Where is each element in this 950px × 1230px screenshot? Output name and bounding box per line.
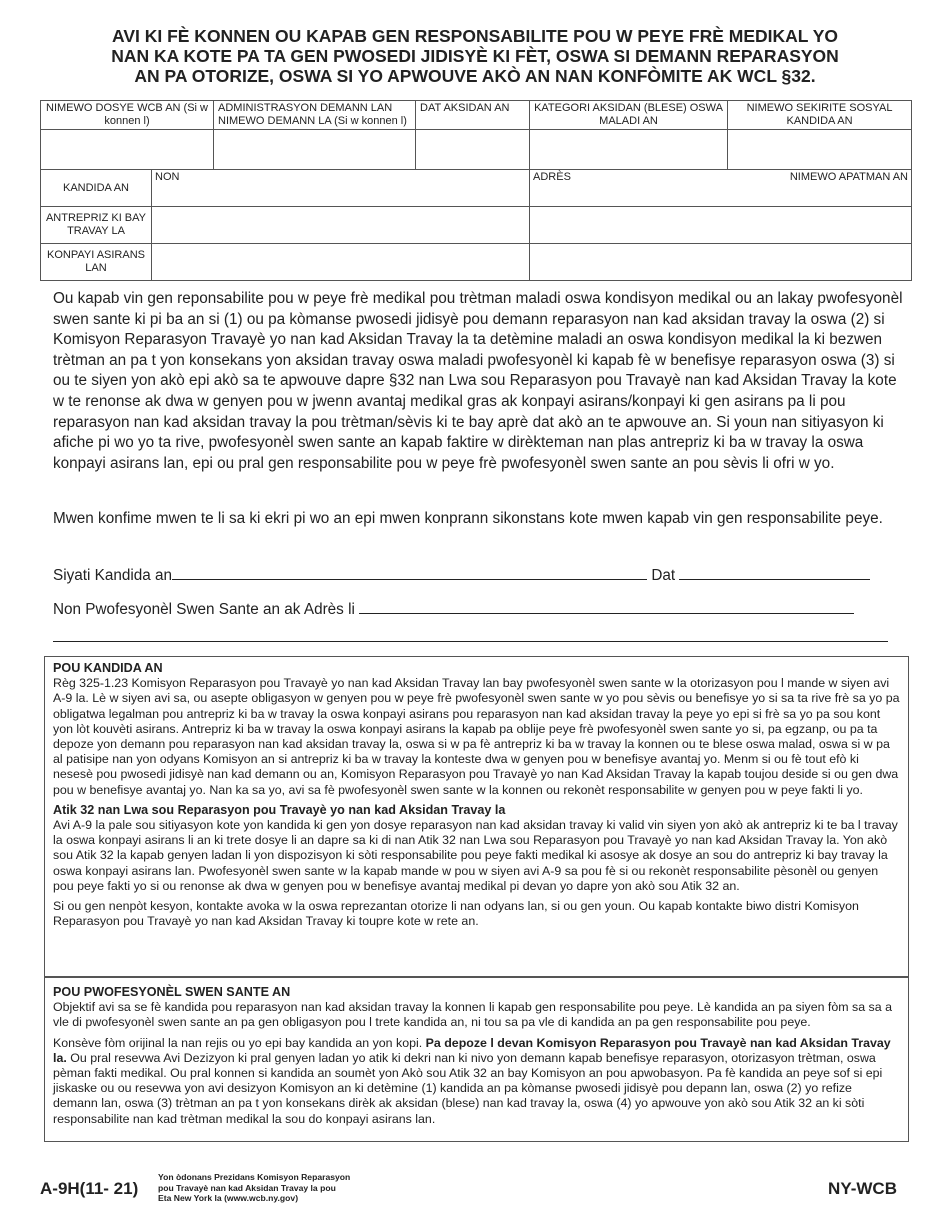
provider-paragraph-2 xyxy=(53,1036,900,1127)
signature-field[interactable] xyxy=(172,563,647,580)
title-line-2: NAN KA KOTE PA TA GEN PWOSEDI JIDISYÈ KI FÈT, OSWA SI DEMANN REPARASYON xyxy=(111,46,839,66)
employer-address-field[interactable] xyxy=(530,207,912,244)
claimant-info-box xyxy=(44,656,909,978)
provider-label: Non Pwofesyonèl Swen Sante an ak Adrès li xyxy=(53,601,355,618)
header-ssn: NIMEWO SEKIRITE SOSYAL KANDIDA AN xyxy=(728,101,912,130)
claimant-label: KANDIDA AN xyxy=(41,170,152,207)
form-title xyxy=(40,26,910,86)
issuer-line-3: Eta New York la (www.wcb.ny.gov) xyxy=(158,1193,299,1203)
carrier-address-field[interactable] xyxy=(530,244,912,281)
carrier-name-field[interactable] xyxy=(152,244,530,281)
provider-info-box xyxy=(44,976,909,1142)
header-wcb-case-number: NIMEWO DOSYE WCB AN (Si w konnen l) xyxy=(41,101,214,130)
claimant-paragraph-3: Si ou gen nenpòt kesyon, kontakte avoka w la oswa reprezantan otorize li nan odyans lan, si ou gen youn. Ou kapab kontakte biwo distri Komisyon Reparasyon pou Travayè yo nan kad Aksidan Travay ki toupre kote w rete an. xyxy=(53,899,859,929)
date-label: Dat xyxy=(651,567,676,584)
issuer-text xyxy=(158,1172,350,1204)
employer-name-field[interactable] xyxy=(152,207,530,244)
provider-paragraph-1: Objektif avi sa se fè kandida pou reparasyon nan kad aksidan travay la konnen li kapab gen responsabilite pou peye. Lè kandida an pa siyen fòm sa sa a vle di pwofesyonèl swen sante an pa gen obligasyon pou l trete kandida an, ni tou sa pa vle di kandida an pa gen responsabilite pou peye. xyxy=(53,1000,892,1030)
agency-mark: NY-WCB xyxy=(828,1179,897,1198)
date-field[interactable] xyxy=(679,563,870,580)
wcb-case-number-field[interactable] xyxy=(41,130,214,170)
claimant-address-field[interactable] xyxy=(530,170,912,207)
date-of-accident-field[interactable] xyxy=(416,130,530,170)
provider-p2-text-rest: Ou pral resevwa Avi Dezizyon ki pral genyen ladan yo atik ki dekri nan ki nivo yon demann kapab benefisye reparasyon, otorizasyon trètman, oswa pèman fakti medikal. Ou pral konnen si kandida an soumèt yon Akò sou Atik 32 an bay Komisyon an pou apwobasyon. Pa fè kandida an peye sof si epi jiskaske ou ou resevwa yon avi desizyon Komisyon an ki detèmine (1) kandida an pa kòmanse pwosedi jidisyè pou depann lan, oswa (2) yo refize demann lan, oswa (3) trètman an pa t yon konsekans dirèk ak aksidan (blese) nan kad travay la, oswa (4) yo apwouve yon akò sou Atik 32 an ki sòti responsabilite nan kad trètman medikal la sou do konpayi asirans lan. xyxy=(53,1050,883,1126)
claimant-paragraph-1: Règ 325-1.23 Komisyon Reparasyon pou Travayè yo nan kad Aksidan Travay lan bay pwofesyonèl swen sante w la otorizasyon pou l mande w siyen avi A-9 la. Lè w siyen avi sa, ou asepte obligasyon w genyen pou w peye frè pwofesyonèl swen sante w yo pou sèvis ou benefisye yo si sa ta rive frè sa yo pa obligatwa legalman pou antrepriz ki ba w travay la oswa konpayi asirans pou reparasyon nan kad aksidan travay la peye yo epi si frè sa yo pa sou kont yon lòt kouvèti asirans. Antrepriz ki ba w travay la oswa konpayi asirans la kapab pa oblije peye frè pwofesyonèl swen sante yo si, pa egzanp, ou pa ta depoze yon demann pou reparasyon nan kad aksidan travay la, oswa si w pa fè antrepriz ki ba w travay la konnen ou te blese oswa malad, oswa si w pa al patisipe nan yon odyans Komisyon an si antrepriz ki ba w travay la konteste dwa w genyen pou w benefisye avantaj yo. Menm si ou fè tout efò ki nesesè pou pwosedi jidisyè nan kad demann ou an, Komisyon Reparasyon pou Travayè yo nan Kad Aksidan Travay la kapab toujou deside si ou gen dwa pou w benefisye avantaj yo. Nan ka sa yo, avi sa fè pwofesyonèl swen sante w la konnen ou rekonèt responsabilite w genyen pou w peye fakti li yo. xyxy=(53,676,900,797)
claimant-name-field[interactable] xyxy=(152,170,530,207)
liability-paragraph: Ou kapab vin gen reponsabilite pou w peye frè medikal pou trètman maladi oswa kondisyon medikal ou an lakay pwofesyonèl swen sante ki pi ba an si (1) ou pa kòmanse pwosedi jidisyè pou demann reparasyon nan kad aksidan travay la oswa (2) si Komisyon Reparasyon Travayè yo nan kad Aksidan Travay la ta detèmine maladi an oswa kondisyon medikal la ki bezwen trètman an pa t yon konsekans yon aksidan travay oswa maladi pwofesyonèl ki kapab fè w benefisye reparasyon oswa (3) si ou te siyen yon akò epi akò sa te apwouve dapre §32 nan Lwa sou Reparasyon pou Travayè nan kad Aksidan Travay la kote w te renonse ak dwa w genyen pou w jwenn avantaj medikal gras ak konpayi asirans/konpayi ki gen asirans pa li pou reparasyon nan kad aksidan travay la pou trètman/sèvis ki te bay aprè dat akò an te apwouve an. Si youn nan sitiyasyon ki afiche pi wo yo ta rive, pwofesyonèl swen sante an kapab faktire w dirèkteman nan plas antrepriz ki ba w travay la oswa konpayi asirans lan, epi ou pral gen responsabilite pou w peye frè pwofesyonèl swen sante an pou sèvis li ofri w yo. xyxy=(53,290,903,472)
accident-category-field[interactable] xyxy=(530,130,728,170)
form-number: A-9H(11- 21) xyxy=(40,1179,139,1198)
issuer-line-2: pou Travayè nan kad Aksidan Travay la pou xyxy=(158,1182,336,1193)
carrier-label: KONPAYI ASIRANS LAN xyxy=(41,244,152,281)
do-not-file-warning: Pa depoze l devan Komisyon Reparasyon pou Travayè nan kad Aksidan Travay la. xyxy=(53,1035,891,1065)
claimant-paragraph-2: Avi A-9 la pale sou sitiyasyon kote yon kandida ki gen yon dosye reparasyon nan kad aksidan travay ki valid vin siyen yon akò ak antrepriz ki te ba l travay la oswa konpayi asirans li an ki trete dosye li an dapre sa ki di nan Atik 32 nan Lwa sou Reparasyon pou Travayè yo nan kad Aksidan Travay la. Yon akò sou Atik 32 la kapab genyen ladan li yon dispozisyon ki sòti responsabilite pou peye fakti medikal ki asosye ak dosye an sou do antrepriz ki bay travay la oswa konpayi asirans lan. Pwofesyonèl swen sante w la kapab mande w pou w siyen avi A-9 sa pou fè si ou rekonèt responsabilite pèsonèl ou genyen pou peye fakti yo si ou renonse ak dwa w genyen pou w benefisye avantaj medikal pi devan yo dapre yon akò sou Atik 32 an. xyxy=(53,818,898,893)
title-line-3: AN PA OTORIZE, OSWA SI YO APWOUVE AKÒ AN NAN KONFÒMITE AK WCL §32. xyxy=(134,66,816,86)
title-line-1: AVI KI FÈ KONNEN OU KAPAB GEN RESPONSABILITE POU W PEYE FRÈ MEDIKAL YO xyxy=(111,26,838,46)
name-label: NON xyxy=(155,171,180,183)
signature-line xyxy=(53,563,911,585)
provider-heading: POU PWOFESYONÈL SWEN SANTE AN xyxy=(53,985,291,999)
claim-admin-number-field[interactable] xyxy=(214,130,416,170)
article-32-heading: Atik 32 nan Lwa sou Reparasyon pou Travayè yo nan kad Aksidan Travay la xyxy=(53,802,506,817)
provider-address-line[interactable] xyxy=(53,641,888,642)
provider-p2-text: Konsève fòm orijinal la nan rejis ou yo epi bay kandida an yon kopi. xyxy=(53,1035,426,1050)
provider-line xyxy=(53,597,911,619)
provider-name-address-field[interactable] xyxy=(359,597,854,614)
address-label: ADRÈS xyxy=(533,171,571,183)
signature-label: Siyati Kandida an xyxy=(53,567,173,584)
header-claim-admin-number: ADMINISTRASYON DEMANN LAN NIMEWO DEMANN LA (Si w konnen l) xyxy=(214,101,416,130)
apartment-label: NIMEWO APATMAN AN xyxy=(789,171,909,183)
claimant-heading: POU KANDIDA AN xyxy=(53,661,163,675)
employer-label: ANTREPRIZ KI BAY TRAVAY LA xyxy=(41,207,152,244)
confirmation-paragraph: Mwen konfime mwen te li sa ki ekri pi wo an epi mwen konprann sikonstans kote mwen kapab vin gen responsabilite peye. xyxy=(53,510,883,527)
ssn-field[interactable] xyxy=(728,130,912,170)
header-accident-category: KATEGORI AKSIDAN (BLESE) OSWA MALADI AN xyxy=(530,101,728,130)
claim-info-table xyxy=(40,100,912,281)
issuer-line-1: Yon òdonans Prezidans Komisyon Reparasyon xyxy=(158,1172,351,1182)
header-date-of-accident: DAT AKSIDAN AN xyxy=(416,101,530,130)
